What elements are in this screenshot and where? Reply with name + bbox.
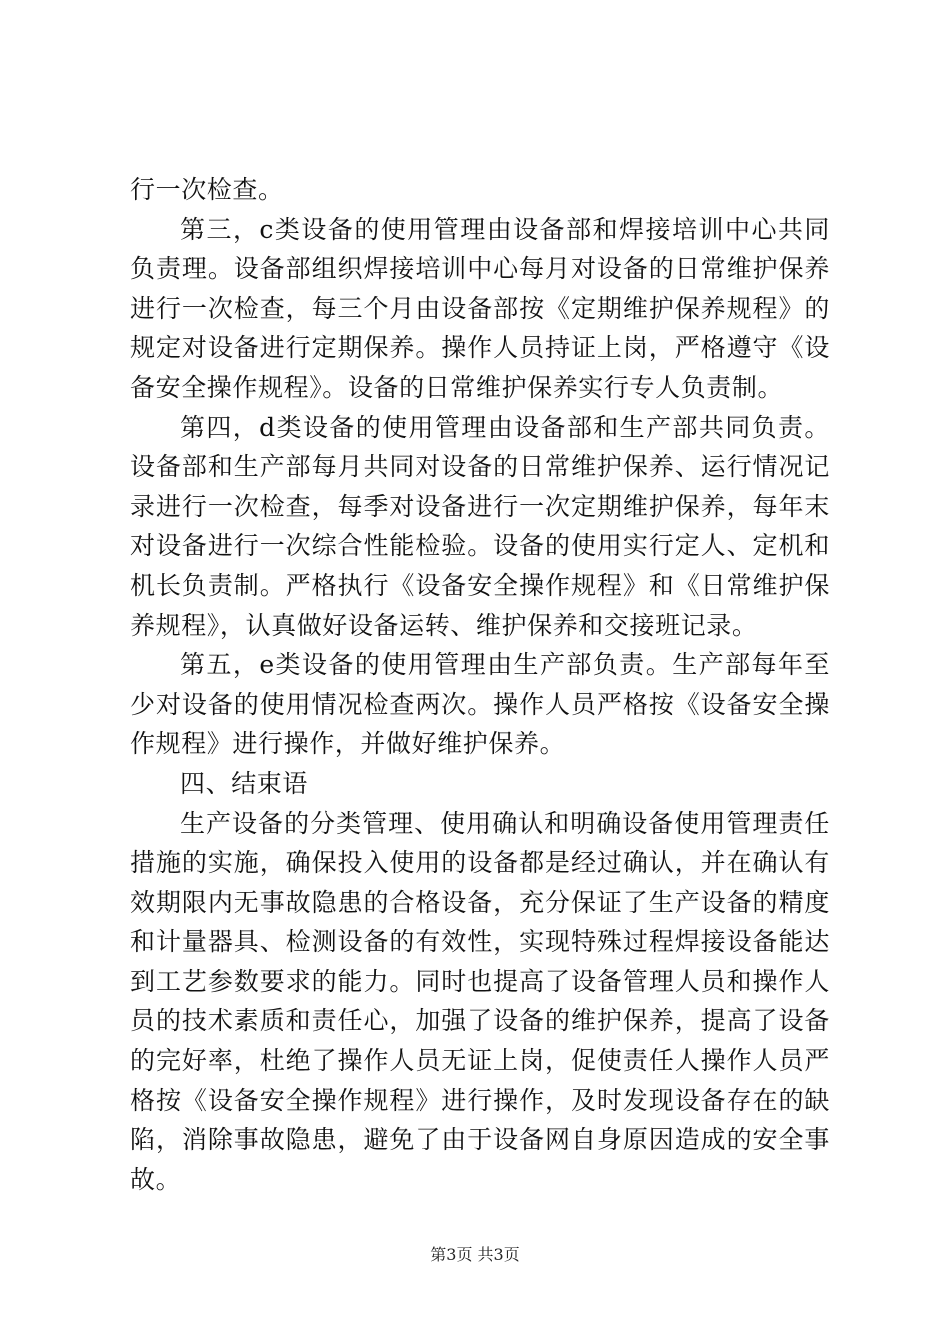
document-body <box>130 170 830 1199</box>
paragraph-conclusion: 生产设备的分类管理、使用确认和明确设备使用管理责任措施的实施，确保投入使用的设备都是经过确认，并在确认有效期限内无事故隐患的合格设备，充分保证了生产设备的精度和计量器具、检测设备的有效性，实现特殊过程焊接设备能达到工艺参数要求的能力。同时也提高了设备管理人员和操作人员的技术素质和责任心，加强了设备的维护保养，提高了设备的完好率，杜绝了操作人员无证上岗，促使责任人操作人员严格按《设备安全操作规程》进行操作，及时发现设备存在的缺陷，消除事故隐患，避免了由于设备网自身原因造成的安全事故。 <box>130 808 830 1194</box>
paragraph-fourth-item: 第四，d类设备的使用管理由设备部和生产部共同负责。设备部和生产部每月共同对设备的日常维护保养、运行情况记录进行一次检查，每季对设备进行一次定期维护保养，每年末对设备进行一次综合性能检验。设备的使用实行定人、定机和机长负责制。严格执行《设备安全操作规程》和《日常维护保养规程》，认真做好设备运转、维护保养和交接班记录。 <box>130 412 830 640</box>
section-heading-conclusion: 四、结束语 <box>180 768 309 798</box>
paragraph-continuation: 行一次检查。 <box>130 175 284 204</box>
paragraph-fifth-item: 第五，e类设备的使用管理由生产部负责。生产部每年至少对设备的使用情况检查两次。操作人员严格按《设备安全操作规程》进行操作，并做好维护保养。 <box>130 650 830 759</box>
paragraph-third-item: 第三，c类设备的使用管理由设备部和焊接培训中心共同负责理。设备部组织焊接培训中心每月对设备的日常维护保养进行一次检查，每三个月由设备部按《定期维护保养规程》的规定对设备进行定期保养。操作人员持证上岗，严格遵守《设备安全操作规程》。设备的日常维护保养实行专人负责制。 <box>130 214 830 402</box>
page-number-footer: 第3页 共3页 <box>430 1245 520 1264</box>
